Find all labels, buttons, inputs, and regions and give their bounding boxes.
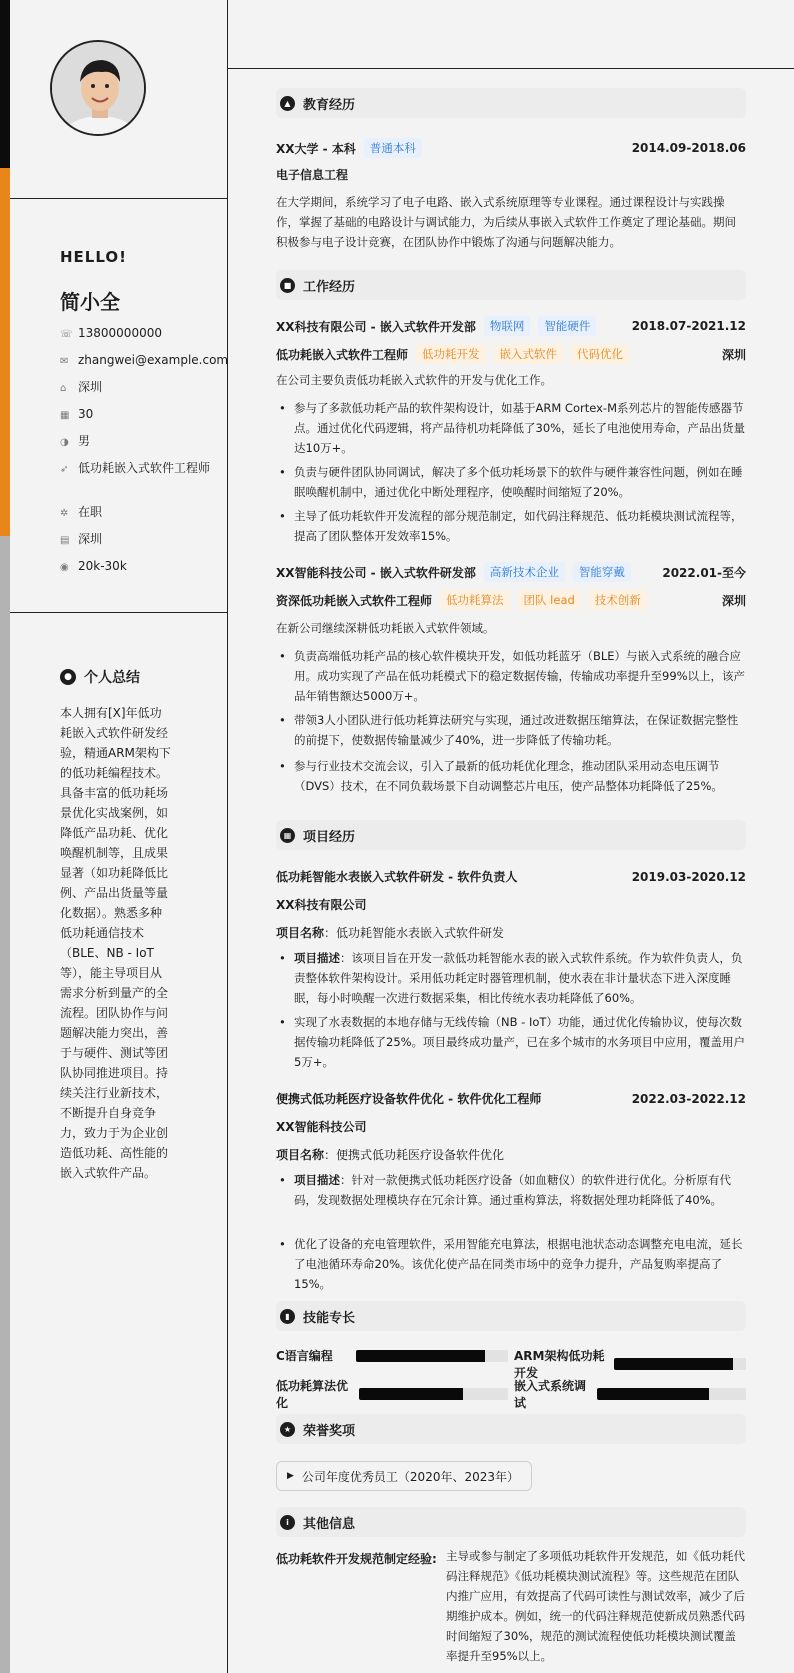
project-title: 低功耗智能水表嵌入式软件研发 - 软件负责人 [276, 870, 518, 884]
skill-tag: 代码优化 [571, 344, 629, 364]
sidebar-divider [10, 198, 228, 199]
other-text: 主导或参与制定了多项低功耗软件开发规范，如《低功耗代码注释规范》《低功耗模块测试流程》等。这些规范在团队内推广应用，有效提高了代码可读性与测试效率，减少了后期维护成本。例如，统一的代码注释规范使新成员熟悉代码时间缩短了30%，规范的测试流程使低功耗模块测试覆盖率提升至95%以上。 [446, 1549, 745, 1663]
job-bullet: • 带领3人小团队进行低功耗算法研究与实现，通过改进数据压缩算法，在保证数据完整性的前提下，使数据传输量减少了40%，进一步降低了传输功耗。 [276, 710, 746, 750]
info-row [60, 558, 225, 585]
other-heading [276, 1507, 746, 1537]
bar-chart-icon: ▮ [280, 1309, 295, 1324]
work-heading [276, 270, 746, 300]
contact-info-list [60, 325, 229, 585]
section-title: 其他信息 [303, 1516, 356, 1532]
status-icon: ✲ [60, 508, 69, 519]
desc-colon: ： [340, 951, 352, 965]
honors-heading [276, 1414, 746, 1444]
phone-icon: ☏ [60, 329, 73, 340]
desc-label: 项目描述 [294, 1173, 340, 1187]
skill-level-bar [614, 1358, 746, 1370]
info-row [60, 379, 225, 406]
industry-tag: 高新技术企业 [484, 562, 565, 582]
skill-item [276, 1347, 508, 1364]
project-name-row [276, 924, 746, 941]
graduation-cap-icon: ▲ [280, 96, 295, 111]
section-title: 工作经历 [303, 279, 356, 295]
company-name: XX智能科技公司 - 嵌入式软件研发部 [276, 565, 476, 580]
job-role-row [276, 344, 746, 364]
skill-level-fill [356, 1350, 485, 1362]
info-text: zhangwei@example.com [78, 353, 229, 367]
industry-tag: 智能硬件 [538, 316, 596, 336]
job-period: 2022.01-至今 [662, 565, 746, 580]
project-company: XX智能科技公司 [276, 1120, 367, 1134]
skill-level-bar [359, 1388, 508, 1400]
info-text: 男 [78, 434, 91, 448]
info-row [60, 325, 225, 352]
info-row [60, 531, 225, 558]
project-name-row [276, 1146, 746, 1163]
skill-tag: 低功耗算法 [440, 590, 510, 610]
award-item[interactable] [276, 1461, 532, 1491]
project-company-row [276, 896, 746, 913]
job-header-row [276, 316, 746, 336]
project-title: 便携式低功耗医疗设备软件优化 - 软件优化工程师 [276, 1092, 542, 1106]
info-text: 在职 [78, 505, 103, 519]
caret-right-icon: ▶ [287, 1471, 294, 1481]
candidate-name: 简小全 [60, 290, 120, 314]
stripe-accent [0, 168, 10, 536]
project-header-row [276, 1090, 746, 1107]
project-name-label: 项目名称 [276, 926, 325, 940]
gender-icon: ◑ [60, 437, 69, 448]
stripe-bottom [0, 536, 10, 1673]
section-title: 技能专长 [303, 1310, 356, 1326]
project-desc: 该项目旨在开发一款低功耗智能水表的嵌入式软件系统。作为软件负责人，负责整体软件架构设计。采用低功耗定时器管理机制，使水表在非计量状态下进入深度睡眠，每小时唤醒一次进行数据采集，相比传统水表功耗降低了60%。 [294, 951, 743, 1005]
job-role: 低功耗嵌入式软件工程师 [276, 347, 409, 362]
info-text: 20k-30k [78, 559, 127, 573]
info-text: 深圳 [78, 380, 103, 394]
colon: ： [324, 926, 337, 940]
info-text: 30 [78, 407, 94, 421]
project-period: 2019.03-2020.12 [631, 869, 746, 884]
skill-tag: 嵌入式软件 [494, 344, 564, 364]
education-period: 2014.09-2018.06 [631, 141, 746, 155]
summary-text: 本人拥有[X]年低功耗嵌入式软件研发经验，精通ARM架构下的低功耗编程技术。具备丰富的低功耗场景优化实战案例，如降低产品功耗、优化唤醒机制等，且成果显著（如功耗降低比例、产品出货量等量化数据）。熟悉多种低功耗通信技术（BLE、NB - IoT等），能主导项目从需求分析到量产的全流程。团队协作与问题解决能力突出，善于与硬件、测试等团队协同推进项目。持续关注行业新技术，不断提升自身竞争力，致力于为企业创造低功耗、高性能的嵌入式软件产品。 [60, 706, 171, 1180]
salary-icon: ◉ [60, 562, 69, 573]
education-header-row [276, 138, 746, 158]
info-row [60, 433, 225, 460]
job-city: 深圳 [721, 347, 746, 362]
info-row [60, 460, 225, 504]
industry-tag: 智能穿戴 [573, 562, 631, 582]
job-bullet: • 负责高端低功耗产品的核心软件模块开发，如低功耗蓝牙（BLE）与嵌入式系统的融合应用。成功实现了产品在低功耗模式下的稳定数据传输，传输成功率提升至99%以上，该产品年销售额达5000万+。 [276, 646, 746, 706]
project-bullet: • 实现了水表数据的本地存储与无线传输（NB - IoT）功能，通过优化传输协议，使每次数据传输功耗降低了25%。项目最终成功量产，已在多个城市的水务项目中应用，覆盖用户5万+。 [276, 1012, 746, 1072]
award-icon: ★ [280, 1422, 295, 1437]
job-bullet: • 主导了低功耗软件开发流程的部分规范制定，如代码注释规范、低功耗模块测试流程等，提高了团队整体开发效率15%。 [276, 506, 746, 546]
mail-icon: ✉ [60, 356, 69, 367]
skill-name: 嵌入式系统调试 [514, 1379, 587, 1410]
project-bullet [276, 948, 746, 1008]
school-name: XX大学 - 本科 [276, 141, 356, 156]
section-title: 项目经历 [303, 829, 356, 845]
job-role: 资深低功耗嵌入式软件工程师 [276, 593, 433, 608]
skill-name: 低功耗算法优化 [276, 1379, 349, 1410]
colon: ： [324, 1148, 337, 1162]
info-row [60, 406, 225, 433]
info-row [60, 504, 225, 531]
project-name: 低功耗智能水表嵌入式软件研发 [336, 926, 505, 940]
info-row [60, 352, 229, 379]
briefcase-icon: ■ [280, 278, 295, 293]
send-icon: ➶ [60, 464, 69, 475]
major-row [276, 166, 746, 183]
info-icon: i [280, 1515, 295, 1530]
skill-tag: 技术创新 [589, 590, 647, 610]
project-name: 便携式低功耗医疗设备软件优化 [336, 1148, 505, 1162]
skill-item [514, 1347, 746, 1381]
summary-title: 个人总结 [84, 670, 140, 686]
job-period: 2018.07-2021.12 [631, 319, 746, 333]
avatar [50, 40, 146, 136]
job-bullet: • 负责与硬件团队协同调试，解决了多个低功耗场景下的软件与硬件兼容性问题，例如在睡眠唤醒机制中，通过优化中断处理程序，使唤醒时间缩短了20%。 [276, 462, 746, 502]
job-city: 深圳 [721, 593, 746, 608]
company-name: XX科技有限公司 - 嵌入式软件开发部 [276, 319, 476, 334]
skills-heading [276, 1301, 746, 1331]
skill-tag: 低功耗开发 [416, 344, 486, 364]
skill-item [514, 1377, 746, 1411]
award-text: 公司年度优秀员工（2020年、2023年） [301, 1469, 520, 1484]
project-bullet: • 优化了设备的充电管理软件，采用智能充电算法，根据电池状态动态调整充电电流，延长了电池循环寿命20%。该优化使产品在同类市场中的竞争力提升，产品复购率提高了15%。 [276, 1234, 746, 1294]
hello-text: HELLO! [60, 248, 127, 266]
project-desc: 针对一款便携式低功耗医疗设备（如血糖仪）的软件进行优化。分析原有代码，发现数据处理模块存在冗余计算。通过重构算法，将数据处理功耗降低了40%。 [294, 1173, 731, 1207]
project-period: 2022.03-2022.12 [631, 1091, 746, 1106]
skill-name: ARM架构低功耗开发 [514, 1349, 605, 1380]
skill-level-fill [597, 1388, 709, 1400]
person-icon: ● [60, 669, 76, 685]
desc-label: 项目描述 [294, 951, 340, 965]
degree-tag: 普通本科 [364, 138, 422, 158]
project-header-row [276, 868, 746, 885]
job-bullet: • 参与行业技术交流会议，引入了最新的低功耗优化理念，推动团队采用动态电压调节（DVS）技术，在不同负载场景下自动调整芯片电压，使产品整体功耗降低了25%。 [276, 756, 746, 796]
stripe-top [0, 0, 10, 168]
job-header-row [276, 562, 746, 582]
section-title: 荣誉奖项 [303, 1423, 356, 1439]
summary-heading [60, 667, 140, 687]
project-company-row [276, 1118, 746, 1135]
skill-name: C语言编程 [276, 1349, 333, 1363]
skill-item [276, 1377, 508, 1411]
skill-level-fill [359, 1388, 464, 1400]
job-summary: 在公司主要负责低功耗嵌入式软件的开发与优化工作。 [276, 373, 552, 387]
home-icon: ⌂ [60, 383, 67, 394]
skill-level-bar [356, 1350, 508, 1362]
other-label: 低功耗软件开发规范制定经验: [276, 1552, 437, 1566]
grid-icon: ▦ [280, 828, 295, 843]
header-divider [228, 68, 794, 69]
skill-tag: 团队 lead [518, 590, 581, 610]
job-bullet: • 参与了多款低功耗产品的软件架构设计，如基于ARM Cortex-M系列芯片的智能传感器节点。通过优化代码逻辑，将产品待机功耗降低了30%，延长了电池使用寿命，产品出货量达10万+。 [276, 398, 746, 458]
job-role-row [276, 590, 746, 610]
industry-tag: 物联网 [484, 316, 531, 336]
building-icon: ▤ [60, 535, 70, 546]
section-title: 教育经历 [303, 97, 356, 113]
project-company: XX科技有限公司 [276, 898, 367, 912]
calendar-icon: ▦ [60, 410, 70, 421]
education-heading [276, 88, 746, 118]
skill-level-fill [614, 1358, 733, 1370]
project-name-label: 项目名称 [276, 1148, 325, 1162]
desc-colon: ： [340, 1173, 352, 1187]
education-desc: 在大学期间，系统学习了电子电路、嵌入式系统原理等专业课程。通过课程设计与实践操作，掌握了基础的电路设计与调试能力，为后续从事嵌入式软件工作奠定了理论基础。期间积极参与电子设计竞赛，在团队协作中锻炼了沟通与问题解决能力。 [276, 195, 736, 249]
projects-heading [276, 820, 746, 850]
info-text: 13800000000 [78, 326, 162, 340]
sidebar-divider [10, 612, 228, 613]
major: 电子信息工程 [276, 168, 349, 182]
info-text: 低功耗嵌入式软件工程师 [78, 461, 211, 475]
project-bullet [276, 1170, 746, 1210]
skill-level-bar [597, 1388, 746, 1400]
job-summary: 在新公司继续深耕低功耗嵌入式软件领域。 [276, 621, 495, 635]
info-text: 深圳 [78, 532, 103, 546]
